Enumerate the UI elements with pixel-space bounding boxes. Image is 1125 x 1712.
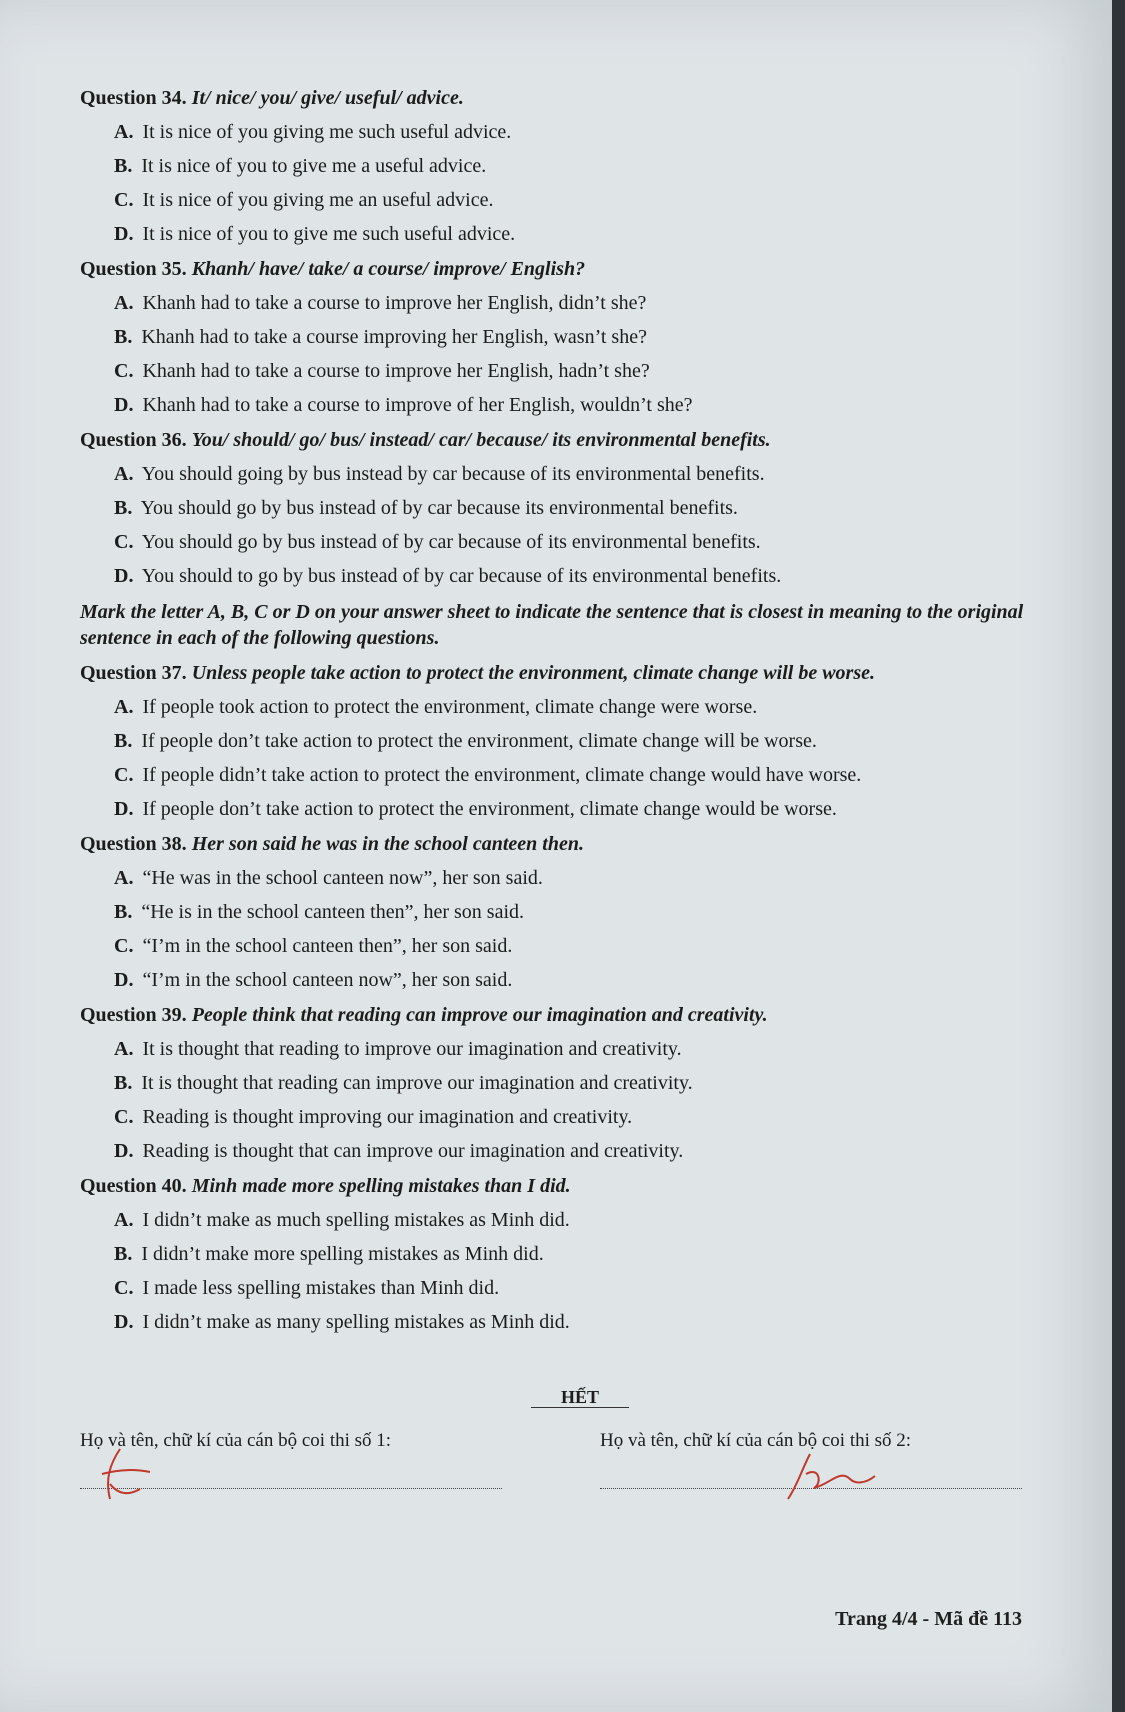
option-letter: B. — [114, 155, 133, 177]
option-d[interactable] — [80, 559, 1080, 593]
option-text: You should go by bus instead of by car because its environmental benefits. — [140, 497, 738, 519]
option-text: Reading is thought that can improve our imagination and creativity. — [142, 1140, 684, 1162]
signature-2-label: Họ và tên, chữ kí của cán bộ coi thi số 2: — [600, 1430, 912, 1451]
question-number: Question 37. — [80, 662, 187, 684]
signature-1-line — [80, 1474, 502, 1489]
option-text: It is nice of you to give me a useful advice. — [141, 155, 487, 177]
option-c[interactable] — [80, 354, 1080, 388]
option-d[interactable] — [80, 792, 1080, 826]
option-text: I made less spelling mistakes than Minh did. — [142, 1277, 500, 1299]
option-c[interactable] — [80, 183, 1080, 217]
question-35 — [80, 253, 1080, 422]
option-text: Khanh had to take a course improving her English, wasn’t she? — [141, 326, 647, 348]
option-d[interactable] — [80, 388, 1080, 422]
question-number: Question 40. — [80, 1175, 187, 1197]
option-text: It is nice of you giving me an useful advice. — [142, 189, 494, 211]
option-d[interactable] — [80, 1305, 1080, 1339]
option-text: Khanh had to take a course to improve her English, didn’t she? — [142, 292, 647, 314]
signature-row — [80, 1430, 1080, 1489]
question-39 — [80, 999, 1080, 1168]
option-letter: A. — [114, 867, 134, 889]
option-c[interactable] — [80, 525, 1080, 559]
question-prompt: People think that reading can improve our imagination and creativity. — [191, 1004, 768, 1026]
option-a[interactable] — [80, 286, 1080, 320]
end-mark — [80, 1387, 1080, 1408]
question-number: Question 36. — [80, 429, 187, 451]
option-text: It is thought that reading to improve our imagination and creativity. — [142, 1038, 682, 1060]
option-letter: B. — [114, 901, 133, 923]
question-34 — [80, 82, 1080, 251]
question-prompt: Unless people take action to protect the environment, climate change will be worse. — [191, 662, 875, 684]
option-b[interactable] — [80, 149, 1080, 183]
option-letter: D. — [114, 1311, 134, 1333]
option-b[interactable] — [80, 724, 1080, 758]
signature-2-scribble-icon — [780, 1444, 920, 1504]
option-text: You should go by bus instead of by car because of its environmental benefits. — [141, 531, 761, 553]
option-letter: A. — [114, 121, 134, 143]
page-content — [80, 82, 1080, 1489]
section-instruction: Mark the letter A, B, C or D on your answer sheet to indicate the sentence that is closest in meaning to the original sentence in each of the following questions. — [80, 601, 1024, 649]
option-letter: C. — [114, 189, 134, 211]
question-prompt: Her son said he was in the school canteen then. — [191, 833, 584, 855]
option-c[interactable] — [80, 1100, 1080, 1134]
option-c[interactable] — [80, 1271, 1080, 1305]
signature-block-2 — [600, 1430, 1080, 1489]
option-text: Khanh had to take a course to improve of her English, wouldn’t she? — [142, 394, 693, 416]
option-text: I didn’t make as much spelling mistakes as Minh did. — [142, 1209, 570, 1231]
option-text: I didn’t make more spelling mistakes as Minh did. — [141, 1243, 544, 1265]
option-text: You should to go by bus instead of by car because of its environmental benefits. — [141, 565, 782, 587]
question-36 — [80, 424, 1080, 593]
question-number: Question 34. — [80, 87, 187, 109]
option-letter: A. — [114, 1209, 134, 1231]
option-a[interactable] — [80, 1203, 1080, 1237]
option-letter: B. — [114, 497, 133, 519]
question-title — [80, 1170, 1080, 1203]
question-37 — [80, 657, 1080, 826]
question-prompt: You/ should/ go/ bus/ instead/ car/ because/ its environmental benefits. — [191, 429, 771, 451]
signature-block-1 — [80, 1430, 560, 1489]
option-text: It is nice of you giving me such useful advice. — [142, 121, 512, 143]
option-letter: C. — [114, 360, 134, 382]
question-prompt: Minh made more spelling mistakes than I did. — [191, 1175, 571, 1197]
option-text: Khanh had to take a course to improve her English, hadn’t she? — [142, 360, 650, 382]
option-letter: D. — [114, 969, 134, 991]
option-text: If people don’t take action to protect the environment, climate change would be worse. — [142, 798, 837, 820]
option-b[interactable] — [80, 1066, 1080, 1100]
option-letter: D. — [114, 565, 134, 587]
option-text: “I’m in the school canteen then”, her son said. — [142, 935, 513, 957]
page-footer: Trang 4/4 - Mã đề 113 — [835, 1608, 1022, 1630]
question-title — [80, 253, 1080, 286]
option-letter: D. — [114, 798, 134, 820]
option-text: Reading is thought improving our imagination and creativity. — [142, 1106, 633, 1128]
option-b[interactable] — [80, 1237, 1080, 1271]
question-title — [80, 424, 1080, 457]
question-title — [80, 657, 1080, 690]
option-text: You should going by bus instead by car because of its environmental benefits. — [141, 463, 765, 485]
option-text: If people didn’t take action to protect the environment, climate change would have worse. — [142, 764, 862, 786]
option-d[interactable] — [80, 217, 1080, 251]
option-a[interactable] — [80, 1032, 1080, 1066]
option-letter: B. — [114, 730, 133, 752]
question-prompt: Khanh/ have/ take/ a course/ improve/ English? — [191, 258, 586, 280]
option-c[interactable] — [80, 929, 1080, 963]
option-letter: D. — [114, 223, 134, 245]
option-letter: A. — [114, 696, 134, 718]
question-number: Question 39. — [80, 1004, 187, 1026]
option-letter: D. — [114, 1140, 134, 1162]
option-b[interactable] — [80, 895, 1080, 929]
question-38 — [80, 828, 1080, 997]
option-letter: C. — [114, 935, 134, 957]
option-letter: A. — [114, 292, 134, 314]
option-text: I didn’t make as many spelling mistakes as Minh did. — [142, 1311, 570, 1333]
option-b[interactable] — [80, 491, 1080, 525]
option-letter: C. — [114, 1106, 134, 1128]
option-text: “He was in the school canteen now”, her son said. — [142, 867, 543, 889]
option-b[interactable] — [80, 320, 1080, 354]
question-number: Question 38. — [80, 833, 187, 855]
option-text: It is thought that reading can improve our imagination and creativity. — [141, 1072, 693, 1094]
option-letter: B. — [114, 1243, 133, 1265]
option-d[interactable] — [80, 1134, 1080, 1168]
signature-1-scribble-icon — [80, 1444, 170, 1504]
option-a[interactable] — [80, 457, 1080, 491]
option-a[interactable] — [80, 115, 1080, 149]
option-letter: A. — [114, 463, 134, 485]
end-mark-text: HẾT — [531, 1387, 629, 1408]
option-text: If people took action to protect the environment, climate change were worse. — [142, 696, 758, 718]
option-d[interactable] — [80, 963, 1080, 997]
option-letter: C. — [114, 531, 134, 553]
option-letter: A. — [114, 1038, 134, 1060]
question-number: Question 35. — [80, 258, 187, 280]
option-a[interactable] — [80, 690, 1080, 724]
option-letter: C. — [114, 764, 134, 786]
option-text: “He is in the school canteen then”, her son said. — [141, 901, 524, 923]
option-c[interactable] — [80, 758, 1080, 792]
question-title — [80, 82, 1080, 115]
question-prompt: It/ nice/ you/ give/ useful/ advice. — [191, 87, 464, 109]
option-text: “I’m in the school canteen now”, her son said. — [142, 969, 513, 991]
signature-1-label: Họ và tên, chữ kí của cán bộ coi thi số 1: — [80, 1430, 392, 1451]
option-letter: C. — [114, 1277, 134, 1299]
option-text: It is nice of you to give me such useful advice. — [142, 223, 516, 245]
question-title — [80, 999, 1080, 1032]
question-40 — [80, 1170, 1080, 1339]
question-title — [80, 828, 1080, 861]
option-a[interactable] — [80, 861, 1080, 895]
signature-2-line — [600, 1474, 1022, 1489]
option-letter: B. — [114, 1072, 133, 1094]
option-letter: D. — [114, 394, 134, 416]
option-text: If people don’t take action to protect the environment, climate change will be worse. — [141, 730, 817, 752]
option-letter: B. — [114, 326, 133, 348]
